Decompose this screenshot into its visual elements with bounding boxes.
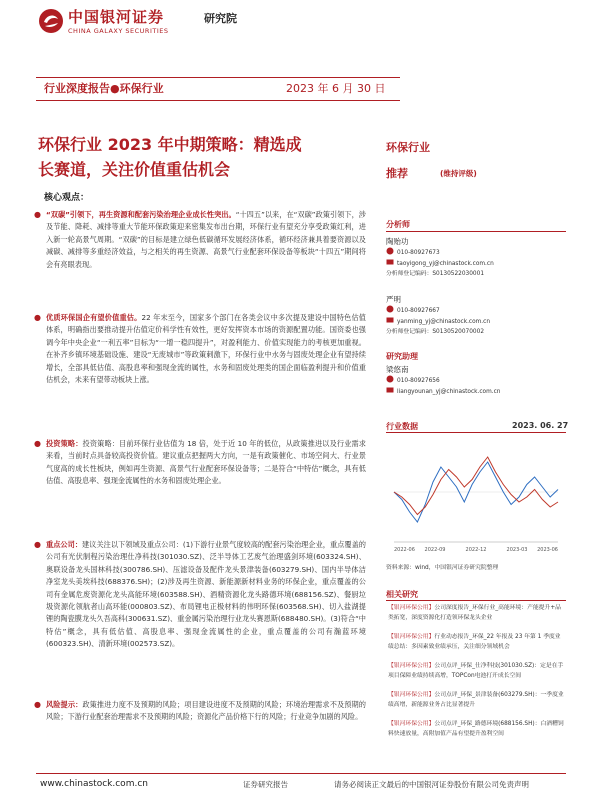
chart-source: 资料来源：wind，中国银河证券研究院整理 [386,565,499,571]
section-body: 政策推进力度不及预期的风险；项目建设进度不及预期的风险；环境治理需求不及预期的风险；下游行业配套治理需求不及预期的风险；资源化产品价格下行的风险；行业竞争加剧的风险。 [46,700,366,722]
company-logo-icon [38,8,64,34]
related-item[interactable]: 【银河环保公用】公司点评_环保_仕净科技(301030.SZ)：定是在手项目保障业绩持续高增，TOPCon电池打开成长空间 [388,663,564,679]
core-points-label: 核心观点： [44,193,90,203]
section-body: 建议关注以下领域及重点公司：(1)下游行业景气度较高的配套污染治理企业，重点覆盖的公司有光伏制程污染治理仕净科技(301030.SZ)、泛半导体工艺废气治理盛剑环境(603324.SH)、奥联设备龙头国林科技(300786.SH)、压滤设备及配件龙头景津装备(603279.SH)、国内半导体洁净室龙头美埃科技(688376.SH)；(2)涉及再生资源、新能源新材料业务的环保企业，重点覆盖的公司有金属危废资源化龙头高能环境(603588.SH)、酒精资源化龙头路德环境(688156.SZ)、餐厨垃圾资源化领航者山高环能(000803.SZ)、布局锂电正极材料的伟明环保(603568.SH)、切入盐湖提锂的陶瓷膜龙头久吾高科(300631.SZ)、重金属污染治理行业龙头赛恩斯(688480.SH)。(3)符合“中特估”概念，具有低估值、高股息率、强现金流属性的企业，重点覆盖的公司有瀚蓝环境(600323.SH)、清新环境(002573.SZ)。 [46,540,366,649]
section-soe-revaluation [34,312,366,386]
chart-x-tick-label: 2022-09 [424,547,446,553]
assistant-heading: 研究助理 [386,352,418,361]
analyst-phone: 010-80927667 [386,305,490,316]
email-icon [386,258,394,266]
assistant-phone: 010-80927656 [386,375,500,386]
divider [386,231,566,232]
related-item[interactable]: 【银河环保公用】公司点评_环保_路德环境(688156.SH)：白酒糟饲料快速放量，高附加值产品有望提升盈利空间 [388,721,564,737]
phone-icon [386,375,394,383]
footer-disclaimer: 请务必阅读正文最后的中国银河证券股份有限公司免责声明 [334,780,529,789]
related-item[interactable]: 【银河环保公用】公司点评_环保_景津装备(603279.SH)：一季度业绩高增，新能源业务占比显著提升 [388,692,564,708]
section-lead: 重点公司： [46,540,83,549]
assistant-email[interactable]: liangyounan_yj@chinastock.com.cn [386,386,500,397]
title-line-1: 环保行业 2023 年中期策略：精选成 [38,135,302,154]
chart-series-line-1 [394,457,558,515]
report-type: 行业深度报告●环保行业 [44,82,164,95]
section-body: 22 年末至今，国家多个部门在各类会议中多次提及建设中国特色估值体系，明确指出要推动提升估值定价科学性有效性，更好发挥资本市场的资源配置功能。国资委也强调今年中央企业“一利五率”目标为“一增一稳四提升”，对盈利能力、价值实现能力的考核更加重视。在补齐乡镇环境基础设施、建设“无废城市”等政策刺激下，环保行业中水务与固废处理企业有望持续增长，全部具低估值、高股息率和强现金流的属性，水务和固废处理类的国企面临盈利提升和价值重估机会，未来有望带动板块上涨。 [46,313,366,385]
section-strategy [34,438,366,488]
divider [386,600,566,601]
analyst-contact [386,247,494,279]
chart-x-tick-label: 2023-03 [506,547,528,553]
chart-heading: 行业数据 [386,422,418,431]
brand-name: 中国银河证券 [68,8,165,26]
industry-name: 环保行业 [386,141,430,154]
bullet-icon: ● [34,700,41,709]
institute-label: 研究院 [204,12,237,25]
industry-chart [386,436,566,558]
analyst-cert: 分析师登记编码：S0130522030001 [386,271,485,277]
analyst-name: 严明 [386,295,401,304]
footer-center: 证券研究报告 [243,780,288,789]
section-lead: 风险提示： [46,700,83,709]
email-icon [386,316,394,324]
brand-name-en: CHINA GALAXY SECURITIES [68,27,169,35]
bullet-icon: ● [34,439,41,448]
section-lead: 优质环保国企有望价值重估。 [46,313,142,322]
section-lead: 投资策略： [46,439,83,448]
footer-url[interactable]: www.chinastock.com.cn [40,779,148,789]
bullet-icon: ● [34,313,41,322]
section-lead: “双碳”引领下，再生资源和配套污染治理企业成长性突出。 [46,210,236,219]
chart-x-tick-label: 2023-06 [537,547,558,553]
report-date: 2023 年 6 月 30 日 [286,82,386,95]
analyst-cert: 分析师登记编码：S0130520070002 [386,329,485,335]
bullet-icon: ● [34,540,41,549]
rating: 推荐 [386,167,408,180]
divider [386,432,566,433]
section-body: 投资策略：目前环保行业估值为 18 倍，处于近 10 年的低位，从政策推进以及行业需求来看，当前时点具备较高投资价值。建议重点把握两大方向，一是有政策催化、市场空间大、行业景气度高的成长性板块，例如再生资源、高景气行业配套环保设备等；二是符合“中特估”概念，具有低估值、高股息率、强现金流属性的水务和固废处理企业。 [46,439,366,486]
analyst-contact [386,305,490,337]
related-heading: 相关研究 [386,590,418,599]
assistant-contact [386,375,500,397]
bullet-icon: ● [34,210,41,219]
analyst-phone: 010-80927673 [386,247,494,258]
analyst-email[interactable]: taoyigong_yj@chinastock.com.cn [386,258,494,269]
chart-date: 2023. 06. 27 [512,421,569,430]
analyst-email[interactable]: yanming_yj@chinastock.com.cn [386,316,490,327]
report-title [38,132,368,182]
chart-x-tick-label: 2022-06 [394,547,415,553]
footer-divider [36,773,566,774]
section-body: “十四五”以来，在“双碳”政策引领下，涉及节能、降耗、减排等重大节能环保政策迎来密集发布出台期，环保行业有望充分享受政策红利，进入新一轮高景气周期。“双碳”的目标是建立绿色低碳循环发展经济体系，循环经济兼具着要资源以及减碳、减排等多重经济效益，与之相关的再生资源、高景气行业配套环保设备等板块“十四五”期间将会有亮眼表现。 [46,210,366,269]
rating-note: (维持评级) [440,169,477,178]
analyst-heading: 分析师 [386,220,410,229]
analyst-name: 陶贻功 [386,237,409,246]
email-icon [386,386,394,394]
section-risks [34,699,366,724]
related-item[interactable]: 【银河环保公用】公司深度报告_环保行业_高能环境：产能提升+品类拓宽，深度资源化打造领环保龙头企业 [388,605,561,621]
chart-x-tick-label: 2022-12 [465,547,487,553]
related-item[interactable]: 【银河环保公用】行业动态报告_环保_22 年报及 23 年第 1 季度业绩总结：多因素致业绩承压，关注细分领域机会 [388,634,561,650]
section-double-carbon [34,209,366,271]
assistant-name: 梁悠南 [386,365,409,374]
section-key-companies [34,539,366,651]
phone-icon [386,247,394,255]
phone-icon [386,305,394,313]
title-line-2: 长赛道，关注价值重估机会 [38,160,231,179]
